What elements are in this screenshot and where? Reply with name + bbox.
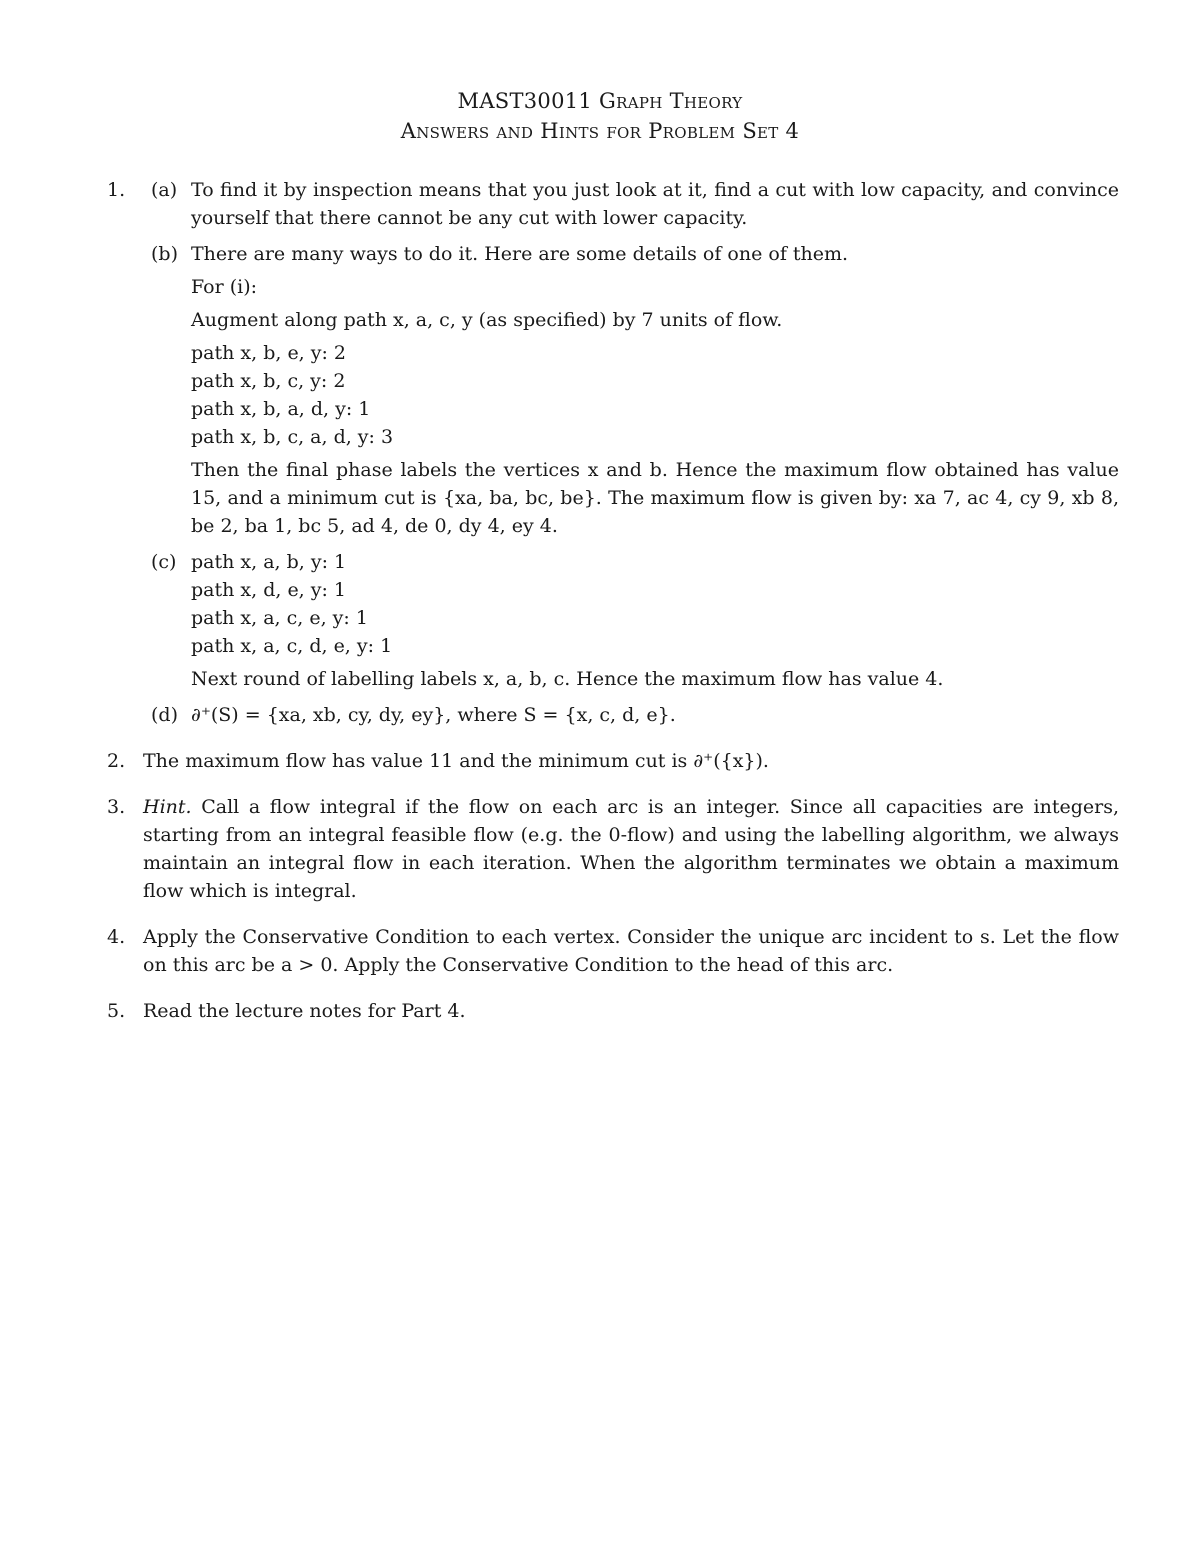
answer-2-text: The maximum flow has value 11 and the minimum cut is ∂⁺({x}).: [143, 750, 769, 772]
answer-1b-augment: Augment along path x, a, c, y (as specified) by 7 units of flow.: [191, 309, 783, 331]
answer-3-text: Call a flow integral if the flow on each arc is an integer. Since all capacities are integers, starting from an integral feasible flow (e.g. the 0-flow) and using the labelling algorithm, we always maintain an integral flow in each iteration. When the algorithm terminates we obtain a maximum flow which is integral.: [143, 796, 1119, 902]
path-line: path x, a, c, e, y: 1: [191, 607, 368, 629]
document-header: [0, 86, 1200, 146]
answer-number: 2.: [107, 750, 126, 772]
answer-number: 5.: [107, 1000, 126, 1022]
path-line: path x, b, e, y: 2: [191, 342, 347, 364]
answer-1b-intro: There are many ways to do it. Here are some details of one of them.: [191, 243, 849, 265]
answer-1b-for-label: For (i):: [191, 276, 258, 298]
part-label: (a): [151, 179, 178, 201]
path-line: path x, a, c, d, e, y: 1: [191, 635, 393, 657]
answer-1b-paths: [191, 339, 1119, 451]
part-label: (b): [151, 243, 178, 265]
answer-1a: [143, 176, 1119, 232]
answers-list: [107, 168, 1119, 1025]
answer-1b: [143, 240, 1119, 540]
path-line: path x, d, e, y: 1: [191, 579, 347, 601]
answer-1c-conclusion: Next round of labelling labels x, a, b, c. Hence the maximum flow has value 4.: [191, 668, 944, 690]
part-label: (c): [151, 551, 177, 573]
path-line: path x, b, c, y: 2: [191, 370, 346, 392]
answer-1c: [143, 548, 1119, 693]
path-line: path x, b, a, d, y: 1: [191, 398, 371, 420]
answer-3-body: [143, 793, 1119, 905]
answer-5: [107, 997, 1119, 1025]
answer-1c-paths: [191, 548, 1119, 660]
path-line: path x, a, b, y: 1: [191, 551, 347, 573]
answer-4: [107, 923, 1119, 979]
answer-1d: [143, 701, 1119, 729]
answer-4-text: Apply the Conservative Condition to each vertex. Consider the unique arc incident to s. Let the flow on this arc be a > 0. Apply the Conservative Condition to the head of this arc.: [143, 926, 1119, 976]
answer-5-text: Read the lecture notes for Part 4.: [143, 1000, 466, 1022]
answer-3: [107, 793, 1119, 905]
course-title: MAST30011 Graph Theory: [457, 89, 743, 113]
answer-2: [107, 747, 1119, 775]
hint-label: Hint.: [143, 796, 192, 818]
answer-1b-conclusion: Then the final phase labels the vertices x and b. Hence the maximum flow obtained has value 15, and a minimum cut is {xa, ba, bc, be}. The maximum flow is given by: xa 7, ac 4, cy 9, xb 8, be 2, ba 1, bc 5, ad 4, de 0, dy 4, ey 4.: [191, 459, 1119, 537]
answer-1: [107, 176, 1119, 729]
path-line: path x, b, c, a, d, y: 3: [191, 426, 394, 448]
answer-number: 4.: [107, 926, 126, 948]
answer-1d-text: ∂⁺(S) = {xa, xb, cy, dy, ey}, where S = {x, c, d, e}.: [191, 704, 676, 726]
answer-1a-text: To find it by inspection means that you just look at it, find a cut with low capacity, and convince yourself that there cannot be any cut with lower capacity.: [191, 179, 1119, 229]
answer-number: 1.: [107, 179, 126, 201]
answer-number: 3.: [107, 796, 126, 818]
part-label: (d): [151, 704, 178, 726]
document-subtitle: Answers and Hints for Problem Set 4: [400, 119, 800, 143]
